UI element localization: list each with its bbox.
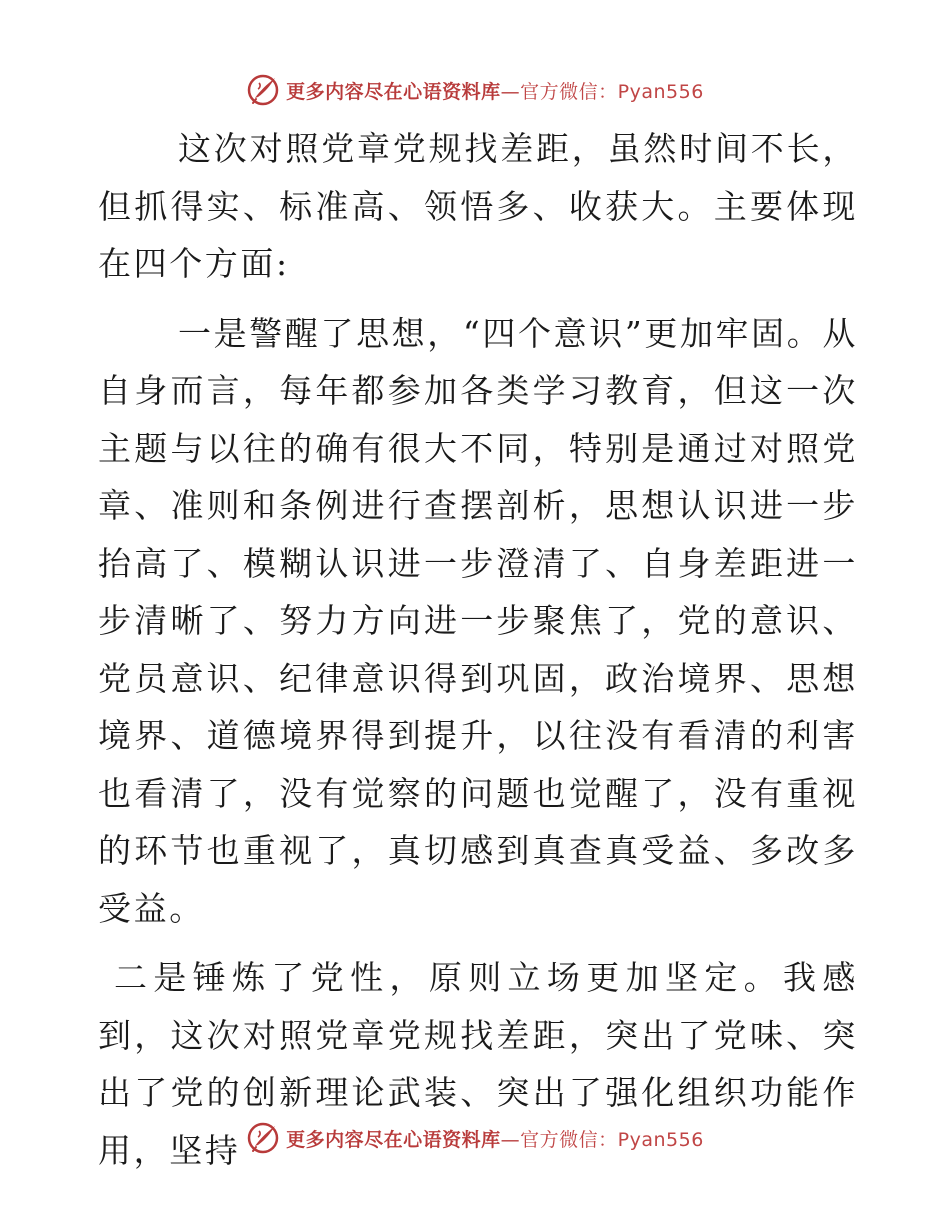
- header-watermark: [0, 70, 950, 110]
- watermark-dash: —: [500, 80, 521, 103]
- watermark-main: 更多内容尽在心语资料库: [286, 80, 501, 103]
- document-body: [98, 120, 858, 1179]
- footer-watermark: [0, 1118, 950, 1158]
- paragraph-point-one: 一是警醒了思想，“四个意识”更加牢固。从自身而言，每年都参加各类学习教育，但这一次主题与以往的确有很大不同，特别是通过对照党章、准则和条例进行查摆剖析，思想认识进一步抬高了、模糊认识进一步澄清了、自身差距进一步清晰了、努力方向进一步聚焦了，党的意识、党员意识、纪律意识得到巩固，政治境界、思想境界、道德境界得到提升，以往没有看清的利害也看清了，没有觉察的问题也觉醒了，没有重视的环节也重视了，真切感到真查真受益、多改多受益。: [98, 313, 858, 928]
- footer-watermark-sub: 官方微信：Pyan556: [520, 1128, 704, 1151]
- quill-logo-icon: [246, 73, 280, 107]
- paragraph-point-two: 二是锤炼了党性，原则立场更加坚定。我感到，这次对照党章党规找差距，突出了党味、突出了党的创新理论武装、突出了强化组织功能作用，坚持: [98, 958, 858, 1170]
- quill-logo-icon: [246, 1121, 280, 1155]
- watermark-sub: 官方微信：Pyan556: [520, 80, 704, 103]
- footer-watermark-text: [286, 1125, 704, 1152]
- footer-watermark-main: 更多内容尽在心语资料库: [286, 1128, 501, 1151]
- footer-watermark-dash: —: [500, 1128, 521, 1151]
- paragraph-intro: 这次对照党章党规找差距，虽然时间不长，但抓得实、标准高、领悟多、收获大。主要体现在四个方面:: [98, 129, 858, 283]
- watermark-text: [286, 77, 704, 104]
